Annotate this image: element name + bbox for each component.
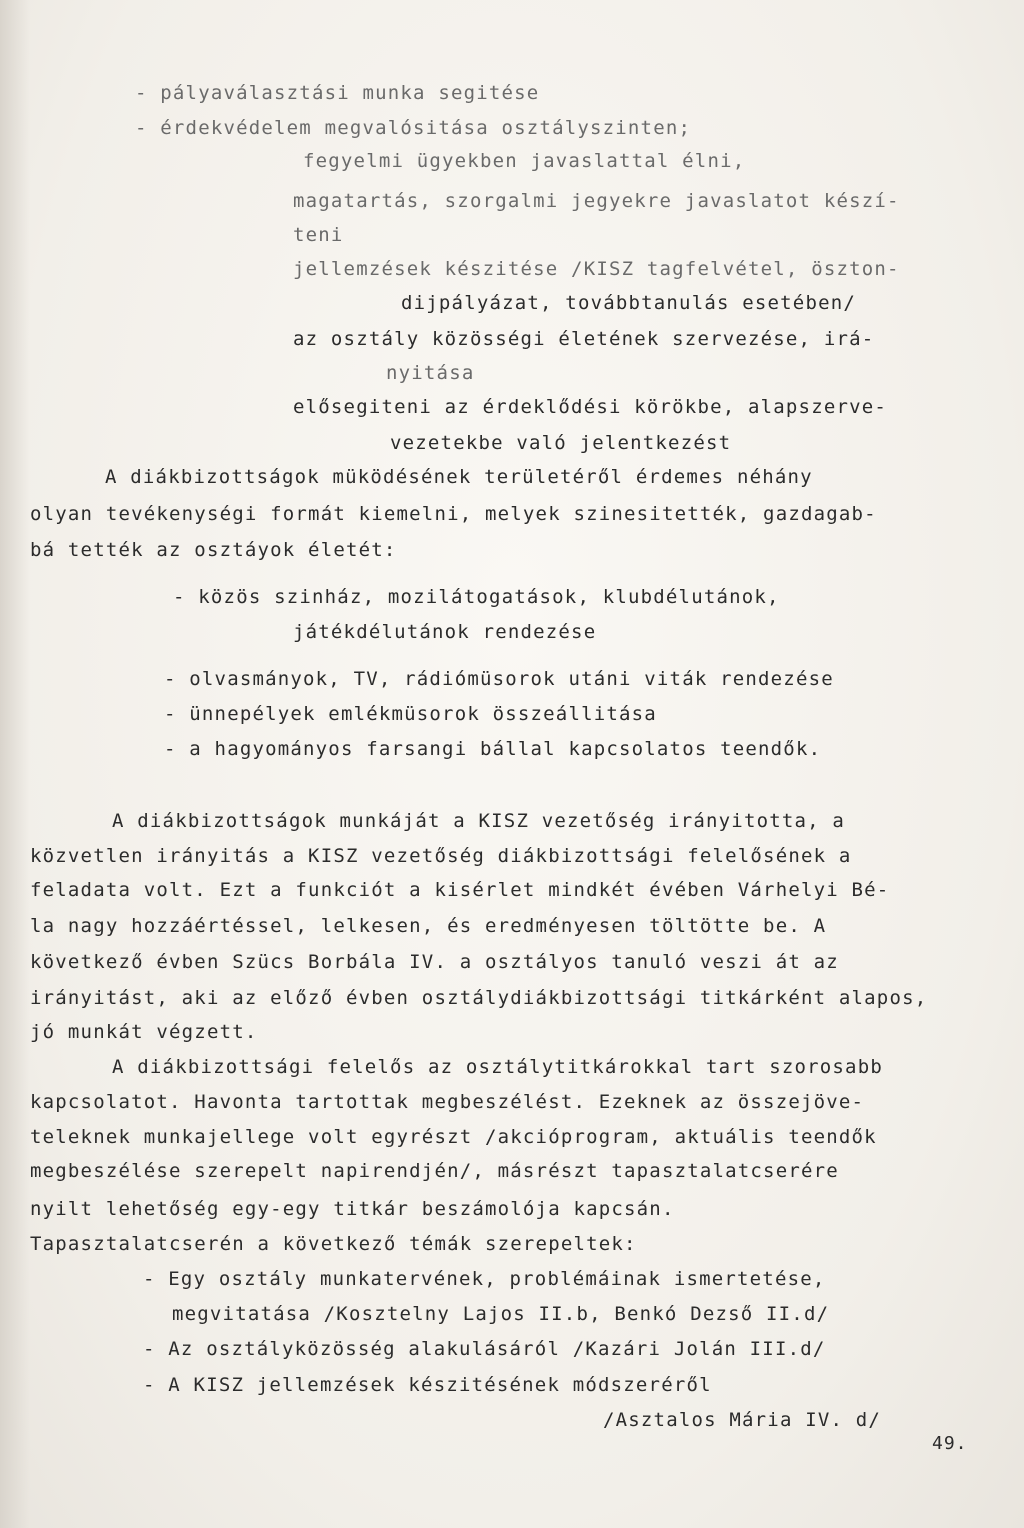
- text-line: A diákbizottságok munkáját a KISZ vezetőség irányitotta, a: [112, 810, 846, 832]
- page-edge-shadow: [0, 0, 30, 1528]
- text-line: fegyelmi ügyekben javaslattal élni,: [303, 150, 746, 172]
- list-item: - ünnepélyek emlékmüsorok összeállitása: [164, 703, 657, 725]
- text-line: magatartás, szorgalmi jegyekre javaslatot készí-: [293, 190, 900, 212]
- list-item: - Egy osztály munkatervének, problémáinak ismertetése,: [143, 1268, 826, 1290]
- text-line: teleknek munkajellege volt egyrészt /akcióprogram, aktuális teendők: [30, 1126, 877, 1148]
- list-item: - a hagyományos farsangi bállal kapcsolatos teendők.: [164, 738, 822, 760]
- text-line: következő évben Szücs Borbála IV. a osztályos tanuló veszi át az: [30, 951, 839, 973]
- text-line: - pályaválasztási munka segitése: [135, 82, 540, 104]
- page-number: 49.: [932, 1433, 968, 1454]
- text-line: olyan tevékenységi formát kiemelni, melyek szinesitették, gazdagab-: [30, 503, 877, 525]
- list-item: megvitatása /Kosztelny Lajos II.b, Benkó Dezső II.d/: [172, 1303, 830, 1325]
- text-line: bá tették az osztáyok életét:: [30, 539, 397, 561]
- text-line: - érdekvédelem megvalósitása osztályszinten;: [135, 117, 692, 139]
- text-line: A diákbizottságok müködésének területéről érdemes néhány: [105, 466, 813, 488]
- list-item: - A KISZ jellemzések készitésének módszeréről: [143, 1374, 712, 1396]
- text-line: Tapasztalatcserén a következő témák szerepeltek:: [30, 1233, 637, 1255]
- text-line: elősegiteni az érdeklődési körökbe, alapszerve-: [293, 396, 888, 418]
- text-line: megbeszélése szerepelt napirendjén/, másrészt tapasztalatcserére: [30, 1160, 839, 1182]
- text-line: kapcsolatot. Havonta tartottak megbeszélést. Ezeknek az összejöve-: [30, 1091, 865, 1113]
- list-item: - Az osztályközösség alakulásáról /Kazári Jolán III.d/: [143, 1338, 826, 1360]
- text-line: vezetekbe való jelentkezést: [390, 432, 732, 454]
- list-item: - közös szinház, mozilátogatások, klubdélutánok,: [173, 586, 780, 608]
- text-line: nyilt lehetőség egy-egy titkár beszámolója kapcsán.: [30, 1198, 675, 1220]
- text-line: közvetlen irányitás a KISZ vezetőség diákbizottsági felelősének a: [30, 845, 852, 867]
- text-line: irányitást, aki az előző évben osztálydiákbizottsági titkárként alapos,: [30, 987, 928, 1009]
- list-item: játékdélutánok rendezése: [293, 621, 597, 643]
- text-line: jellemzések készitése /KISZ tagfelvétel, öszton-: [293, 258, 900, 280]
- text-line: feladata volt. Ezt a funkciót a kisérlet mindkét évében Várhelyi Bé-: [30, 879, 890, 901]
- text-line: nyitása: [386, 362, 475, 384]
- text-line: teni: [293, 224, 344, 246]
- text-line: dijpályázat, továbbtanulás esetében/: [401, 292, 857, 314]
- text-line: az osztály közösségi életének szervezése, irá-: [293, 328, 875, 350]
- text-line: jó munkát végzett.: [30, 1021, 258, 1043]
- text-line: la nagy hozzáértéssel, lelkesen, és eredményesen töltötte be. A: [30, 915, 827, 937]
- text-line: A diákbizottsági felelős az osztálytitkárokkal tart szorosabb: [112, 1056, 883, 1078]
- list-item: /Asztalos Mária IV. d/: [603, 1409, 882, 1431]
- list-item: - olvasmányok, TV, rádiómüsorok utáni viták rendezése: [164, 668, 834, 690]
